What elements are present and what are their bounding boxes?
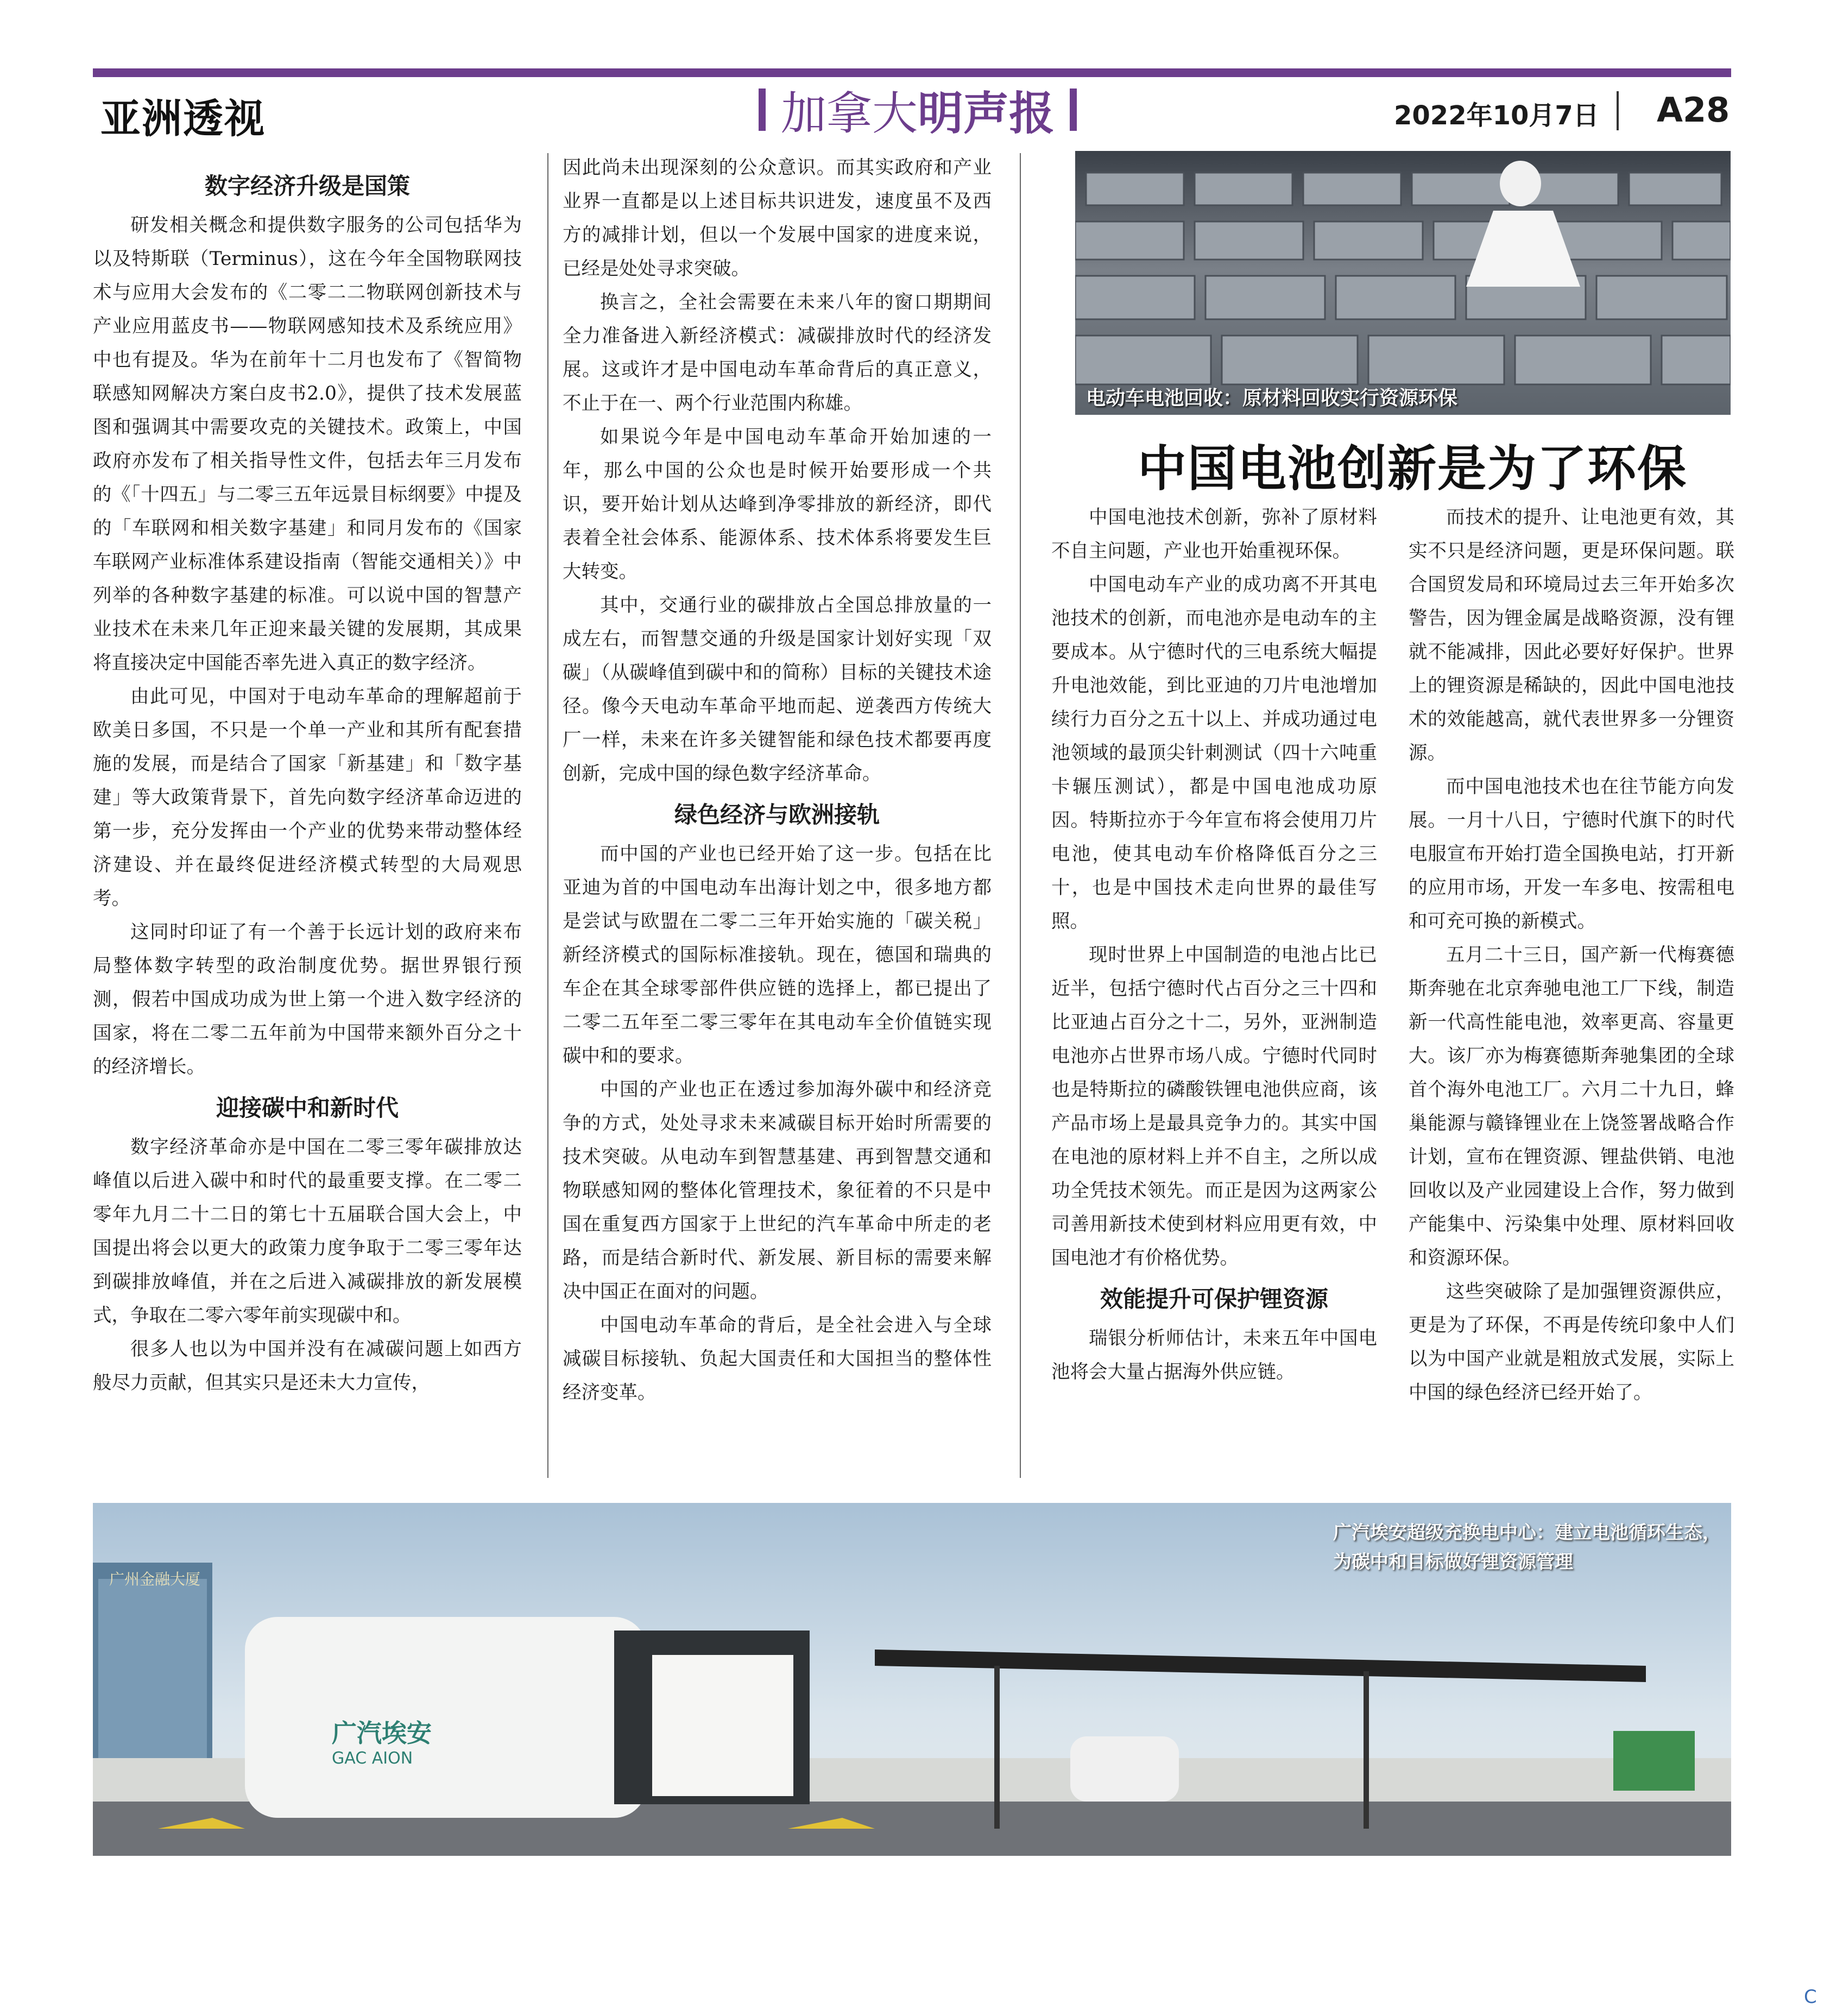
- paragraph: 很多人也以为中国并没有在减碳问题上如西方般尽力贡献，但其实只是还未大力宣传，: [93, 1338, 522, 1394]
- paragraph: 换言之，全社会需要在未来八年的窗口期期间全力准备进入新经济模式：减碳排放时代的经济发展。这或许才是中国电动车革命背后的真正意义，不止于在一、两个行业范围内称雄。: [563, 292, 992, 414]
- article-column-2: [563, 151, 992, 1410]
- section-title: 亚洲透视: [100, 96, 266, 142]
- paragraph: 如果说今年是中国电动车革命开始加速的一年，那么中国的公众也是时候开始要形成一个共识，要开始计划从达峰到净零排放的新经济，即代表着全社会体系、能源体系、技术体系将要发生巨大转变。: [563, 426, 992, 583]
- masthead: [93, 77, 1731, 141]
- paragraph: 瑞银分析师估计，未来五年中国电池将会大量占据海外供应链。: [1051, 1328, 1377, 1383]
- subheading: 绿色经济与欧洲接轨: [674, 801, 880, 828]
- paragraph: 中国的产业也正在透过参加海外碳中和经济竞争的方式，处处寻求未来减碳目标开始时所需要的技术突破。从电动车到智慧基建、再到智慧交通和物联感知网的整体化管理技术，象征着的不只是中国在重复西方国家于上世纪的汽车革命中所走的老路，而是结合新时代、新发展、新目标的需要来解决中国正在面对的问题。: [563, 1079, 992, 1303]
- paragraph: 而中国电池技术也在往节能方向发展。一月十八日，宁德时代旗下的时代电服宣布开始打造全国换电站，打开新的应用市场，开发一车多电、按需租电和可充可换的新模式。: [1409, 776, 1734, 932]
- paragraph: 中国电动车产业的成功离不开其电池技术的创新，而电池亦是电动车的主要成本。从宁德时代的三电系统大幅提升电池效能，到比亚迪的刀片电池增加续行力百分之五十以上、并成功通过电池领域的最顶尖针刺测试（四十六吨重卡辗压测试），都是中国电池成功原因。特斯拉亦于今年宣布将会使用刀片电池，使其电动车价格降低百分之三十，也是中国技术走向世界的最佳写照。: [1051, 574, 1377, 932]
- corner-mark: C: [1804, 1986, 1817, 2008]
- battery-recycling-photo: [1075, 151, 1731, 415]
- name-bar-left: [759, 89, 766, 131]
- newspaper-name: [743, 83, 1092, 140]
- name-bar-right: [1070, 89, 1077, 131]
- masthead-top-rule: [93, 68, 1731, 77]
- subheading: 迎接碳中和新时代: [216, 1095, 399, 1121]
- newspaper-name-b: 明声报: [918, 86, 1055, 140]
- issue-date: 2022年10月7日: [1394, 100, 1599, 131]
- paragraph: 五月二十三日，国产新一代梅赛德斯奔驰在北京奔驰电池工厂下线，制造新一代高性能电池，效率更高、容量更大。该厂亦为梅赛德斯奔驰集团的全球首个海外电池工厂。六月二十九日，蜂巢能源与赣锋锂业在上饶签署战略合作计划，宣布在锂资源、锂盐供销、电池回收以及产业园建设上合作，努力做到产能集中、污染集中处理、原材料回收和资源环保。: [1409, 944, 1734, 1269]
- gac-logo-cn: 广汽埃安: [332, 1718, 432, 1748]
- page-number: A28: [1657, 90, 1730, 130]
- paragraph: 而中国的产业也已经开始了这一步。包括在比亚迪为首的中国电动车出海计划之中，很多地方都是尝试与欧盟在二零二三年开始实施的「碳关税」新经济模式的国际标准接轨。现在，德国和瑞典的车企在其全球零部件供应链的选择上，都已提出了二零二五年至二零三零年在其电动车全价值链实现碳中和的要求。: [563, 843, 992, 1067]
- column-rule: [547, 153, 548, 1478]
- header-divider: [1617, 91, 1619, 130]
- paragraph: 其中，交通行业的碳排放占全国总排放量的一成左右，而智慧交通的升级是国家计划好实现「双碳」（从碳峰值到碳中和的简称）目标的关键技术途径。像今天电动车革命平地而起、逆袭西方传统大厂一样，未来在许多关键智能和绿色技术都要再度创新，完成中国的绿色数字经济革命。: [563, 595, 992, 785]
- photo-caption: 广汽埃安超级充换电中心：建立电池循环生态，为碳中和目标做好锂资源管理: [1333, 1522, 1721, 1573]
- paragraph: 而技术的提升、让电池更有效，其实不只是经济问题，更是环保问题。联合国贸发局和环境局过去三年开始多次警告，因为锂金属是战略资源，没有锂就不能减排，因此必要好好保护。世界上的锂资源是稀缺的，因此中国电池技术的效能越高，就代表世界多一分锂资源。: [1409, 507, 1734, 764]
- paragraph: 这些突破除了是加强锂资源供应，更是为了环保，不再是传统印象中人们以为中国产业就是粗放式发展，实际上中国的绿色经济已经开始了。: [1409, 1281, 1734, 1404]
- paragraph: 由此可见，中国对于电动车革命的理解超前于欧美日多国，不只是一个单一产业和其所有配套措施的发展，而是结合了国家「新基建」和「数字基建」等大政策背景下，首先向数字经济革命迈进的第一步，充分发挥由一个产业的优势来带动整体经济建设、并在最终促进经济模式转型的大局观思考。: [93, 686, 522, 909]
- subheading: 数字经济升级是国策: [204, 173, 410, 199]
- column-rule: [1020, 153, 1021, 1478]
- paragraph: 这同时印证了有一个善于长远计划的政府来布局整体数字转型的政治制度优势。据世界银行预测，假若中国成功成为世上第一个进入数字经济的国家，将在二零二五年前为中国带来额外百分之十的经济增长。: [93, 921, 522, 1078]
- building-sign: 广州金融大厦: [109, 1570, 201, 1588]
- article-column-3: [1051, 501, 1377, 1389]
- article-headline: 中国电池创新是为了环保: [1138, 440, 1687, 497]
- paragraph: 中国电池技术创新，弥补了原材料不自主问题，产业也开始重视环保。: [1051, 507, 1377, 562]
- article-column-4: [1409, 501, 1734, 1410]
- paragraph: 中国电动车革命的背后，是全社会进入与全球减碳目标接轨、负起大国责任和大国担当的整体性经济变革。: [563, 1314, 992, 1404]
- charging-station-photo: [93, 1503, 1731, 1856]
- paragraph: 现时世界上中国制造的电池占比已近半，包括宁德时代占百分之三十四和比亚迪占百分之十二，另外，亚洲制造电池亦占世界市场八成。宁德时代同时也是特斯拉的磷酸铁锂电池供应商，该产品市场上是最具竞争力的。其实中国在电池的原材料上并不自主，之所以成功全凭技术领先。而正是因为这两家公司善用新技术使到材料应用更有效，中国电池才有价格优势。: [1051, 944, 1377, 1269]
- battery-rows-graphic: [1075, 151, 1731, 415]
- article-column-1: [93, 162, 522, 1400]
- photo-caption: 电动车电池回收：原材料回收实行资源环保: [1086, 387, 1458, 409]
- paragraph: 因此尚未出现深刻的公众意识。而其实政府和产业业界一直都是以上述目标共识进发，速度虽不及西方的减排计划，但以一个发展中国家的进度来说，已经是处处寻求突破。: [563, 157, 992, 280]
- paragraph: 数字经济革命亦是中国在二零三零年碳排放达峰值以后进入碳中和时代的最重要支撑。在二零二零年九月二十二日的第七十五届联合国大会上，中国提出将会以更大的政策力度争取于二零三零年达到碳排放峰值，并在之后进入减碳排放的新发展模式，争取在二零六零年前实现碳中和。: [93, 1136, 522, 1326]
- subheading: 效能提升可保护锂资源: [1100, 1286, 1328, 1312]
- paragraph: 研发相关概念和提供数字服务的公司包括华为以及特斯联（Terminus），这在今年全国物联网技术与应用大会发布的《二零二二物联网创新技术与产业应用蓝皮书——物联网感知技术及系统应用》中也有提及。华为在前年十二月也发布了《智简物联感知网解决方案白皮书2.0》，提供了技术发展蓝图和强调其中需要攻克的关键技术。政策上，中国政府亦发布了相关指导性文件，包括去年三月发布的《「十四五」与二零三五年远景目标纲要》中提及的「车联网和相关数字基建」和同月发布的《国家车联网产业标准体系建设指南（智能交通相关）》中列举的各种数字基建的标准。可以说中国的智慧产业技术在未来几年正迎来最关键的发展期，其成果将直接决定中国能否率先进入真正的数字经济。: [93, 214, 522, 674]
- newspaper-name-a: 加拿大: [781, 86, 918, 140]
- gac-logo-en: GAC AION: [332, 1749, 413, 1768]
